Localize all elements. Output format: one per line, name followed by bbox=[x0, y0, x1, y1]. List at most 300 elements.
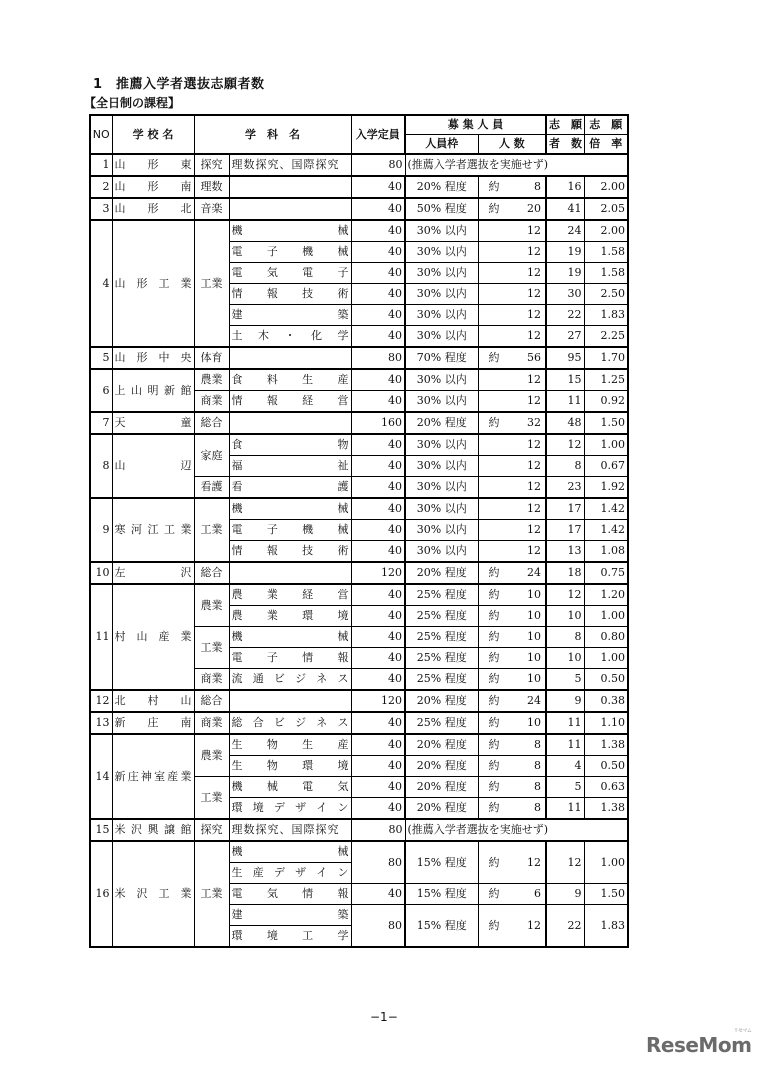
school-no: 1 bbox=[90, 154, 112, 176]
school-no: 4 bbox=[90, 220, 112, 347]
ratio: 0.50 bbox=[584, 669, 628, 691]
school-no: 10 bbox=[90, 562, 112, 584]
recruit-count bbox=[478, 326, 546, 348]
capacity: 40 bbox=[351, 606, 405, 627]
ratio: 2.05 bbox=[584, 198, 628, 220]
school-name: 山 辺 bbox=[112, 434, 194, 498]
recruit-count bbox=[478, 690, 546, 712]
recruit-frame: 30% 以内 bbox=[405, 520, 478, 541]
department: 食 料 生 産 bbox=[229, 369, 351, 391]
applicants: 11 bbox=[546, 798, 584, 820]
applicants: 11 bbox=[546, 712, 584, 734]
count-value: 10 bbox=[527, 630, 541, 643]
category: 商業 bbox=[194, 669, 229, 691]
recruit-count bbox=[478, 284, 546, 305]
applicants: 12 bbox=[546, 584, 584, 606]
count-value: 12 bbox=[527, 459, 541, 472]
applicants: 22 bbox=[546, 905, 584, 948]
school-name: 天 童 bbox=[112, 412, 194, 434]
category: 工業 bbox=[194, 777, 229, 820]
count-value: 12 bbox=[527, 523, 541, 536]
recruit-frame: 20% 程度 bbox=[405, 734, 478, 756]
count-value: 8 bbox=[534, 759, 541, 772]
ratio: 0.75 bbox=[584, 562, 628, 584]
count-value: 12 bbox=[527, 373, 541, 386]
category: 音楽 bbox=[194, 198, 229, 220]
department: 流 通 ビ ジ ネ ス bbox=[229, 669, 351, 691]
count-value: 6 bbox=[534, 887, 541, 900]
department: 食 物 bbox=[229, 434, 351, 456]
count-value: 24 bbox=[527, 566, 541, 579]
recruit-frame: 30% 以内 bbox=[405, 434, 478, 456]
department: 情 報 技 術 bbox=[229, 284, 351, 305]
approx-label: 約 bbox=[488, 801, 500, 814]
recruit-count bbox=[478, 669, 546, 691]
school-no: 16 bbox=[90, 841, 112, 947]
ratio: 1.92 bbox=[584, 477, 628, 499]
recruit-count bbox=[478, 198, 546, 220]
recruit-frame: 15% 程度 bbox=[405, 905, 478, 948]
school-name: 左 沢 bbox=[112, 562, 194, 584]
ratio: 1.58 bbox=[584, 242, 628, 263]
recruit-frame: 25% 程度 bbox=[405, 712, 478, 734]
recruit-count bbox=[478, 756, 546, 777]
recruit-frame: 30% 以内 bbox=[405, 242, 478, 263]
applicants: 17 bbox=[546, 498, 584, 520]
school-no: 6 bbox=[90, 369, 112, 412]
capacity: 80 bbox=[351, 819, 405, 841]
school-no: 3 bbox=[90, 198, 112, 220]
approx-label: 約 bbox=[488, 672, 500, 685]
capacity: 40 bbox=[351, 369, 405, 391]
table-body bbox=[90, 154, 628, 947]
count-value: 12 bbox=[527, 329, 541, 342]
department: 農 業 経 営 bbox=[229, 584, 351, 606]
recruit-frame: 25% 程度 bbox=[405, 648, 478, 669]
recruit-frame: 20% 程度 bbox=[405, 756, 478, 777]
count-value: 10 bbox=[527, 651, 541, 664]
category: 看護 bbox=[194, 477, 229, 499]
applicants: 17 bbox=[546, 520, 584, 541]
table-row bbox=[90, 841, 628, 863]
recruit-count bbox=[478, 242, 546, 263]
count-value: 32 bbox=[527, 416, 541, 429]
table-row bbox=[90, 690, 628, 712]
table-row bbox=[90, 562, 628, 584]
applicants: 23 bbox=[546, 477, 584, 499]
recruit-count bbox=[478, 606, 546, 627]
notice-not-conducted: (推薦入学者選抜を実施せず) bbox=[405, 819, 628, 841]
applicants: 12 bbox=[546, 434, 584, 456]
recruit-frame: 20% 程度 bbox=[405, 690, 478, 712]
count-value: 12 bbox=[527, 502, 541, 515]
department: 機 械 bbox=[229, 498, 351, 520]
department bbox=[229, 198, 351, 220]
school-name: 山 形 北 bbox=[112, 198, 194, 220]
recruit-count bbox=[478, 520, 546, 541]
school-no: 12 bbox=[90, 690, 112, 712]
approx-label: 約 bbox=[488, 759, 500, 772]
table-row bbox=[90, 198, 628, 220]
school-no: 14 bbox=[90, 734, 112, 819]
recruit-frame: 20% 程度 bbox=[405, 412, 478, 434]
recruit-frame: 30% 以内 bbox=[405, 456, 478, 477]
department: 機 械 bbox=[229, 220, 351, 242]
recruit-frame: 20% 程度 bbox=[405, 562, 478, 584]
applicants: 11 bbox=[546, 734, 584, 756]
applicants: 19 bbox=[546, 263, 584, 284]
recruit-frame: 25% 程度 bbox=[405, 606, 478, 627]
count-value: 56 bbox=[527, 351, 541, 364]
recruit-count bbox=[478, 347, 546, 369]
department: 看 護 bbox=[229, 477, 351, 499]
table-row bbox=[90, 154, 628, 176]
approx-label: 約 bbox=[488, 416, 500, 429]
header-ratio-top: 志 願 bbox=[584, 115, 628, 135]
category: 総合 bbox=[194, 562, 229, 584]
applicants: 10 bbox=[546, 648, 584, 669]
applicants: 27 bbox=[546, 326, 584, 348]
school-no: 5 bbox=[90, 347, 112, 369]
department: 理数探究、国際探究 bbox=[229, 819, 351, 841]
school-name: 北 村 山 bbox=[112, 690, 194, 712]
approx-label: 約 bbox=[488, 887, 500, 900]
department: 機 械 bbox=[229, 627, 351, 648]
capacity: 40 bbox=[351, 498, 405, 520]
applicants: 5 bbox=[546, 777, 584, 798]
capacity: 40 bbox=[351, 712, 405, 734]
count-value: 8 bbox=[534, 180, 541, 193]
ratio: 1.50 bbox=[584, 884, 628, 905]
applicants: 11 bbox=[546, 391, 584, 413]
capacity: 40 bbox=[351, 220, 405, 242]
applicants: 12 bbox=[546, 841, 584, 884]
approx-label: 約 bbox=[488, 566, 500, 579]
applicants: 16 bbox=[546, 176, 584, 198]
recruit-frame: 15% 程度 bbox=[405, 841, 478, 884]
capacity: 120 bbox=[351, 562, 405, 584]
capacity: 40 bbox=[351, 176, 405, 198]
capacity: 40 bbox=[351, 434, 405, 456]
department bbox=[229, 176, 351, 198]
department: 電 気 情 報 bbox=[229, 884, 351, 905]
applicants: 13 bbox=[546, 541, 584, 563]
ratio: 1.00 bbox=[584, 841, 628, 884]
approx-label: 約 bbox=[488, 918, 500, 932]
capacity: 40 bbox=[351, 477, 405, 499]
count-value: 8 bbox=[534, 801, 541, 814]
ratio: 1.50 bbox=[584, 412, 628, 434]
applicants: 18 bbox=[546, 562, 584, 584]
ratio: 1.00 bbox=[584, 648, 628, 669]
ratio: 0.80 bbox=[584, 627, 628, 648]
school-name: 新 庄 南 bbox=[112, 712, 194, 734]
category: 探究 bbox=[194, 154, 229, 176]
capacity: 80 bbox=[351, 841, 405, 884]
capacity: 40 bbox=[351, 777, 405, 798]
recruit-frame: 50% 程度 bbox=[405, 198, 478, 220]
capacity: 80 bbox=[351, 154, 405, 176]
capacity: 40 bbox=[351, 756, 405, 777]
department bbox=[229, 347, 351, 369]
recruit-frame: 30% 以内 bbox=[405, 391, 478, 413]
recruit-count bbox=[478, 220, 546, 242]
ratio: 2.00 bbox=[584, 220, 628, 242]
category: 工業 bbox=[194, 841, 229, 947]
recruit-count bbox=[478, 305, 546, 326]
ratio: 0.50 bbox=[584, 756, 628, 777]
department: 建 築 bbox=[229, 305, 351, 326]
table-row bbox=[90, 347, 628, 369]
capacity: 40 bbox=[351, 734, 405, 756]
count-value: 20 bbox=[527, 202, 541, 215]
count-value: 12 bbox=[527, 544, 541, 557]
header-department: 学 科 名 bbox=[194, 115, 351, 154]
applicants: 8 bbox=[546, 627, 584, 648]
ratio: 1.70 bbox=[584, 347, 628, 369]
applicants: 95 bbox=[546, 347, 584, 369]
capacity: 40 bbox=[351, 584, 405, 606]
table-row bbox=[90, 819, 628, 841]
ratio: 1.83 bbox=[584, 305, 628, 326]
recruit-frame: 20% 程度 bbox=[405, 176, 478, 198]
department: 情 報 技 術 bbox=[229, 541, 351, 563]
department: 生 物 生 産 bbox=[229, 734, 351, 756]
table-row bbox=[90, 434, 628, 456]
department: 建 築 bbox=[229, 905, 351, 926]
department: 農 業 環 境 bbox=[229, 606, 351, 627]
department: 環 境 デ ザ イ ン bbox=[229, 798, 351, 820]
category: 商業 bbox=[194, 712, 229, 734]
category: 理数 bbox=[194, 176, 229, 198]
document-subtitle: 【全日制の課程】 bbox=[84, 96, 181, 110]
category: 農業 bbox=[194, 584, 229, 627]
ratio: 2.00 bbox=[584, 176, 628, 198]
category: 商業 bbox=[194, 391, 229, 413]
ratio: 1.58 bbox=[584, 263, 628, 284]
ratio: 1.42 bbox=[584, 520, 628, 541]
recruit-frame: 15% 程度 bbox=[405, 884, 478, 905]
recruit-count bbox=[478, 412, 546, 434]
count-value: 12 bbox=[527, 918, 541, 932]
department: 電 子 情 報 bbox=[229, 648, 351, 669]
capacity: 40 bbox=[351, 326, 405, 348]
applicants: 30 bbox=[546, 284, 584, 305]
applicants: 9 bbox=[546, 884, 584, 905]
capacity: 120 bbox=[351, 690, 405, 712]
recruit-count bbox=[478, 841, 546, 884]
header-no: NO bbox=[90, 115, 112, 154]
school-name: 村 山 産 業 bbox=[112, 584, 194, 690]
ratio: 1.20 bbox=[584, 584, 628, 606]
count-value: 12 bbox=[527, 394, 541, 407]
capacity: 40 bbox=[351, 541, 405, 563]
recruit-count bbox=[478, 562, 546, 584]
recruit-frame: 30% 以内 bbox=[405, 220, 478, 242]
category: 農業 bbox=[194, 369, 229, 391]
department bbox=[229, 562, 351, 584]
department: 機 械 bbox=[229, 841, 351, 863]
school-name: 山 形 中 央 bbox=[112, 347, 194, 369]
capacity: 40 bbox=[351, 798, 405, 820]
capacity: 40 bbox=[351, 627, 405, 648]
approx-label: 約 bbox=[488, 780, 500, 793]
table-row bbox=[90, 734, 628, 756]
recruit-count bbox=[478, 391, 546, 413]
recruit-frame: 25% 程度 bbox=[405, 584, 478, 606]
ratio: 0.38 bbox=[584, 690, 628, 712]
header-applicants-top: 志 願 bbox=[546, 115, 584, 135]
notice-not-conducted: (推薦入学者選抜を実施せず) bbox=[405, 154, 628, 176]
capacity: 40 bbox=[351, 305, 405, 326]
approx-label: 約 bbox=[488, 651, 500, 664]
approx-label: 約 bbox=[488, 609, 500, 622]
department: 情 報 経 営 bbox=[229, 391, 351, 413]
ratio: 1.25 bbox=[584, 369, 628, 391]
count-value: 10 bbox=[527, 609, 541, 622]
capacity: 40 bbox=[351, 669, 405, 691]
department: 理数探究、国際探究 bbox=[229, 154, 351, 176]
approx-label: 約 bbox=[488, 351, 500, 364]
category: 農業 bbox=[194, 734, 229, 777]
header-applicants-bottom: 者 数 bbox=[546, 135, 584, 155]
school-name: 山 形 東 bbox=[112, 154, 194, 176]
capacity: 40 bbox=[351, 648, 405, 669]
school-name: 寒 河 江 工 業 bbox=[112, 498, 194, 562]
approx-label: 約 bbox=[488, 694, 500, 707]
department: 土 木 ・ 化 学 bbox=[229, 326, 351, 348]
capacity: 160 bbox=[351, 412, 405, 434]
recruit-count bbox=[478, 777, 546, 798]
school-name: 山 形 工 業 bbox=[112, 220, 194, 347]
header-recruit-frame: 人員枠 bbox=[405, 135, 478, 155]
table-row bbox=[90, 498, 628, 520]
school-name: 山 形 南 bbox=[112, 176, 194, 198]
recruit-count bbox=[478, 369, 546, 391]
approx-label: 約 bbox=[488, 716, 500, 729]
capacity: 40 bbox=[351, 263, 405, 284]
capacity: 40 bbox=[351, 242, 405, 263]
count-value: 12 bbox=[527, 245, 541, 258]
ratio: 0.92 bbox=[584, 391, 628, 413]
count-value: 12 bbox=[527, 287, 541, 300]
applicants: 22 bbox=[546, 305, 584, 326]
school-no: 13 bbox=[90, 712, 112, 734]
ratio: 0.67 bbox=[584, 456, 628, 477]
ratio: 1.00 bbox=[584, 606, 628, 627]
approx-label: 約 bbox=[488, 202, 500, 215]
capacity: 40 bbox=[351, 198, 405, 220]
school-no: 9 bbox=[90, 498, 112, 562]
school-no: 2 bbox=[90, 176, 112, 198]
department: 福 祉 bbox=[229, 456, 351, 477]
school-no: 15 bbox=[90, 819, 112, 841]
recruit-frame: 30% 以内 bbox=[405, 284, 478, 305]
ratio: 1.10 bbox=[584, 712, 628, 734]
department bbox=[229, 412, 351, 434]
table-row bbox=[90, 412, 628, 434]
count-value: 12 bbox=[527, 855, 541, 869]
department: 生 物 環 境 bbox=[229, 756, 351, 777]
school-name: 米 沢 興 譲 館 bbox=[112, 819, 194, 841]
header-capacity: 入学定員 bbox=[351, 115, 405, 154]
recruit-frame: 30% 以内 bbox=[405, 263, 478, 284]
capacity: 80 bbox=[351, 347, 405, 369]
department: 電 子 機 械 bbox=[229, 520, 351, 541]
department: 生 産 デ ザ イ ン bbox=[229, 863, 351, 884]
school-no: 11 bbox=[90, 584, 112, 690]
document-title: 1 推薦入学者選抜志願者数 bbox=[93, 77, 265, 92]
recruit-frame: 20% 程度 bbox=[405, 798, 478, 820]
capacity: 40 bbox=[351, 520, 405, 541]
header-recruit-count: 人 数 bbox=[478, 135, 546, 155]
count-value: 12 bbox=[527, 438, 541, 451]
school-name: 新 庄 神 室 産 業 bbox=[112, 734, 194, 819]
recruit-count bbox=[478, 263, 546, 284]
category: 工業 bbox=[194, 220, 229, 347]
logo-text: ReseMom bbox=[646, 1033, 752, 1057]
applicants: 19 bbox=[546, 242, 584, 263]
ratio: 0.63 bbox=[584, 777, 628, 798]
count-value: 10 bbox=[527, 672, 541, 685]
recruit-count bbox=[478, 648, 546, 669]
count-value: 24 bbox=[527, 694, 541, 707]
capacity: 40 bbox=[351, 284, 405, 305]
recruit-frame: 30% 以内 bbox=[405, 541, 478, 563]
recruit-count bbox=[478, 712, 546, 734]
recruit-count bbox=[478, 798, 546, 820]
ratio: 2.25 bbox=[584, 326, 628, 348]
page-number: −1− bbox=[370, 1010, 398, 1024]
header-school: 学 校 名 bbox=[112, 115, 194, 154]
recruit-count bbox=[478, 176, 546, 198]
applicants: 4 bbox=[546, 756, 584, 777]
count-value: 12 bbox=[527, 480, 541, 493]
recruit-frame: 20% 程度 bbox=[405, 777, 478, 798]
header-recruit-group: 募 集 人 員 bbox=[405, 115, 546, 135]
recruit-count bbox=[478, 456, 546, 477]
recruit-count bbox=[478, 584, 546, 606]
recruit-count bbox=[478, 905, 546, 948]
ratio: 2.50 bbox=[584, 284, 628, 305]
header-ratio-bottom: 倍 率 bbox=[584, 135, 628, 155]
table-row bbox=[90, 369, 628, 391]
recruit-frame: 30% 以内 bbox=[405, 369, 478, 391]
category: 工業 bbox=[194, 498, 229, 562]
recruit-count bbox=[478, 884, 546, 905]
recruit-frame: 70% 程度 bbox=[405, 347, 478, 369]
applicants: 24 bbox=[546, 220, 584, 242]
category: 探究 bbox=[194, 819, 229, 841]
department: 電 子 機 械 bbox=[229, 242, 351, 263]
recruit-frame: 30% 以内 bbox=[405, 498, 478, 520]
applicants: 9 bbox=[546, 690, 584, 712]
count-value: 8 bbox=[534, 780, 541, 793]
approx-label: 約 bbox=[488, 630, 500, 643]
category: 総合 bbox=[194, 690, 229, 712]
approx-label: 約 bbox=[488, 738, 500, 751]
table-row bbox=[90, 176, 628, 198]
count-value: 10 bbox=[527, 588, 541, 601]
count-value: 8 bbox=[534, 738, 541, 751]
department: 電 気 電 子 bbox=[229, 263, 351, 284]
ratio: 1.08 bbox=[584, 541, 628, 563]
capacity: 40 bbox=[351, 391, 405, 413]
applicants-table bbox=[89, 114, 629, 948]
recruit-count bbox=[478, 498, 546, 520]
recruit-frame: 30% 以内 bbox=[405, 305, 478, 326]
category: 総合 bbox=[194, 412, 229, 434]
